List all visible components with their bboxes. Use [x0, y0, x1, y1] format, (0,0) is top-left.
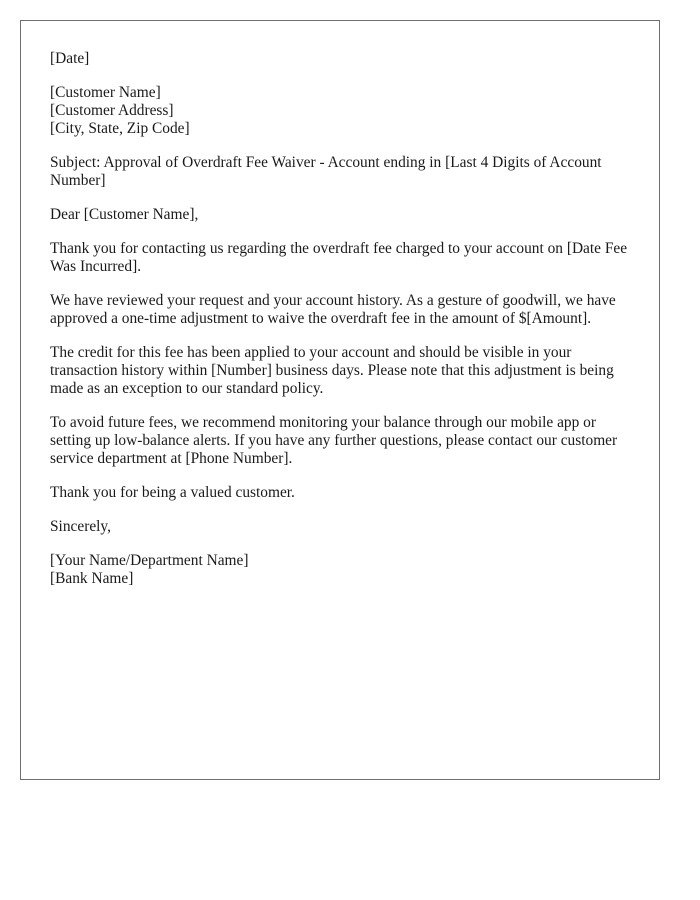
recipient-city-state-zip: [City, State, Zip Code] [50, 120, 190, 137]
recipient-block [50, 84, 630, 138]
letter-date: [Date] [50, 50, 90, 67]
subject-line: Subject: Approval of Overdraft Fee Waiver - Account ending in [Last 4 Digits of Account Number] [50, 154, 602, 189]
signature-block [50, 552, 630, 588]
recipient-name: [Customer Name] [50, 84, 161, 101]
body-paragraph-credit: The credit for this fee has been applied to your account and should be visible in your transaction history within [Number] business days. Please note that this adjustment is being made as an exception to our standard policy. [50, 344, 614, 397]
closing: Sincerely, [50, 518, 111, 535]
body-paragraph-contact: Thank you for contacting us regarding the overdraft fee charged to your account on [Date Fee Was Incurred]. [50, 240, 628, 275]
letter-page [20, 20, 660, 780]
signature-bank-name: [Bank Name] [50, 570, 134, 587]
signature-name-department: [Your Name/Department Name] [50, 552, 249, 569]
body-paragraph-thanks: Thank you for being a valued customer. [50, 484, 295, 501]
body-paragraph-recommendation: To avoid future fees, we recommend monitoring your balance through our mobile app or setting up low-balance alerts. If you have any further questions, please contact our customer service department at [Phone Number]. [50, 414, 618, 467]
letter-body [50, 50, 630, 604]
recipient-address: [Customer Address] [50, 102, 174, 119]
body-paragraph-approval: We have reviewed your request and your account history. As a gesture of goodwill, we have approved a one-time adjustment to waive the overdraft fee in the amount of $[Amount]. [50, 292, 616, 327]
salutation: Dear [Customer Name], [50, 206, 199, 223]
